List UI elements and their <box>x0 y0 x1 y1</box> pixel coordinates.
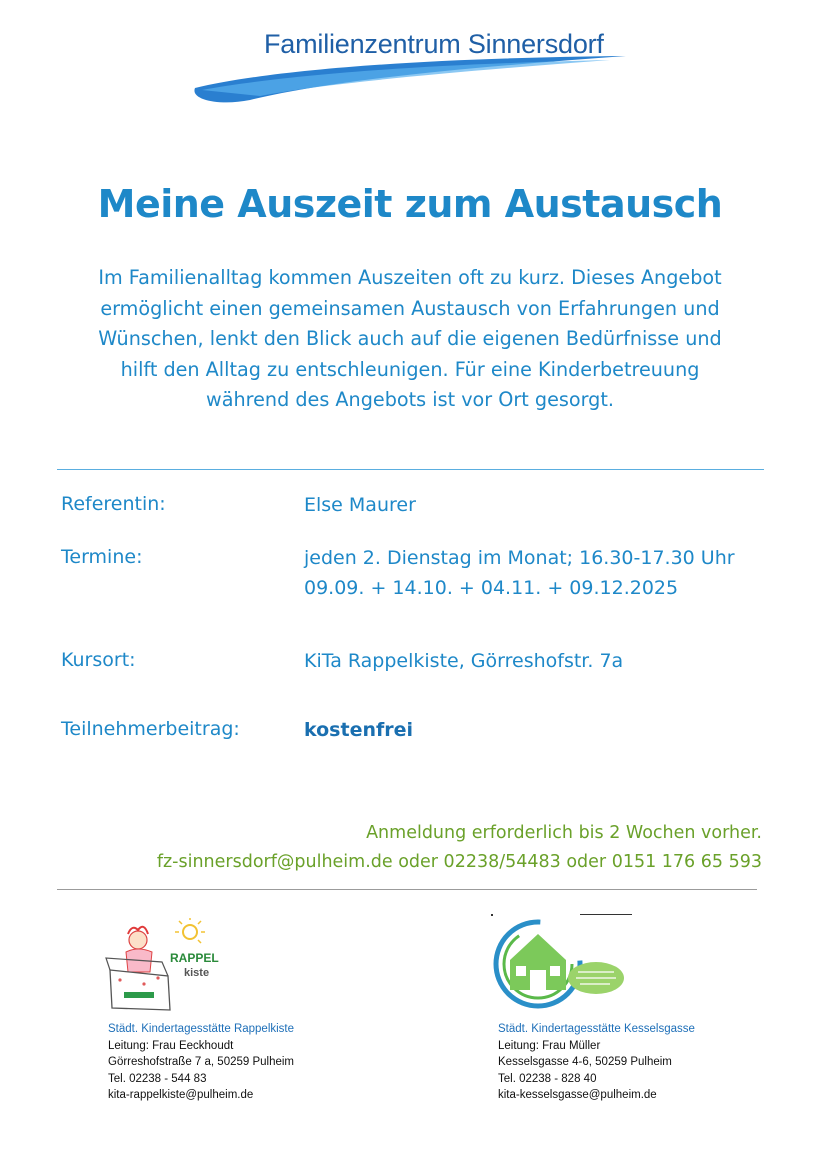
intro-line: hilft den Alltag zu entschleunigen. Für eine Kinderbetreuung <box>120 357 700 381</box>
beitrag-value: kostenfrei <box>304 719 414 741</box>
kursort-label: Kursort: <box>61 649 136 671</box>
kesselsgasse-address: Kesselsgasse 4-6, 50259 Pulheim <box>498 1056 672 1068</box>
kesselsgasse-logo <box>490 916 630 1012</box>
rappelkiste-address: Görreshofstraße 7 a, 50259 Pulheim <box>108 1056 295 1068</box>
rappelkiste-contact <box>108 1021 294 1104</box>
page-title: Meine Auszeit zum Austausch <box>97 182 723 226</box>
short-line <box>580 914 632 915</box>
rappel-logo-word: RAPPEL <box>170 951 219 965</box>
rappelkiste-logo <box>104 918 234 1014</box>
intro-line: ermöglicht einen gemeinsamen Austausch von Erfahrungen und <box>100 296 720 320</box>
divider-top <box>57 469 764 470</box>
registration-contact: fz-sinnersdorf@pulheim.de oder 02238/54483 oder 0151 176 65 593 <box>156 852 762 872</box>
rappelkiste-tel: Tel. 02238 - 544 83 <box>108 1072 207 1085</box>
beitrag-label: Teilnehmerbeitrag: <box>61 718 240 740</box>
kiste-logo-word: kiste <box>184 967 210 979</box>
rappelkiste-name: Städt. Kindertagesstätte Rappelkiste <box>108 1023 295 1035</box>
referentin-label: Referentin: <box>61 493 166 515</box>
intro-paragraph <box>50 263 770 416</box>
intro-line: während des Angebots ist vor Ort gesorgt. <box>206 388 614 411</box>
familienzentrum-logo <box>190 26 630 106</box>
kesselsgasse-email[interactable]: kita-kesselsgasse@pulheim.de <box>498 1089 657 1101</box>
kesselsgasse-tel: Tel. 02238 - 828 40 <box>498 1072 597 1085</box>
logo-text: Familienzentrum Sinnersdorf <box>264 29 604 59</box>
kesselsgasse-name: Städt. Kindertagesstätte Kesselsgasse <box>498 1023 695 1035</box>
termine-line-1: jeden 2. Dienstag im Monat; 16.30-17.30 Uhr <box>304 547 735 569</box>
kesselsgasse-leitung: Leitung: Frau Müller <box>498 1039 601 1052</box>
intro-line: Wünschen, lenkt den Blick auch auf die eigenen Bedürfnisse und <box>98 327 722 350</box>
rappelkiste-email[interactable]: kita-rappelkiste@pulheim.de <box>108 1089 254 1101</box>
kesselsgasse-contact <box>498 1021 695 1104</box>
kursort-value: KiTa Rappelkiste, Görreshofstr. 7a <box>304 650 624 672</box>
termine-line-2: 09.09. + 14.10. + 04.11. + 09.12.2025 <box>304 577 679 599</box>
divider-bottom <box>57 889 757 890</box>
referentin-value: Else Maurer <box>304 494 416 516</box>
rappelkiste-leitung: Leitung: Frau Eeckhoudt <box>108 1039 234 1052</box>
termine-label: Termine: <box>61 546 143 568</box>
intro-line: Im Familienalltag kommen Auszeiten oft zu kurz. Dieses Angebot <box>98 266 722 289</box>
registration-note: Anmeldung erforderlich bis 2 Wochen vorher. <box>366 823 762 843</box>
